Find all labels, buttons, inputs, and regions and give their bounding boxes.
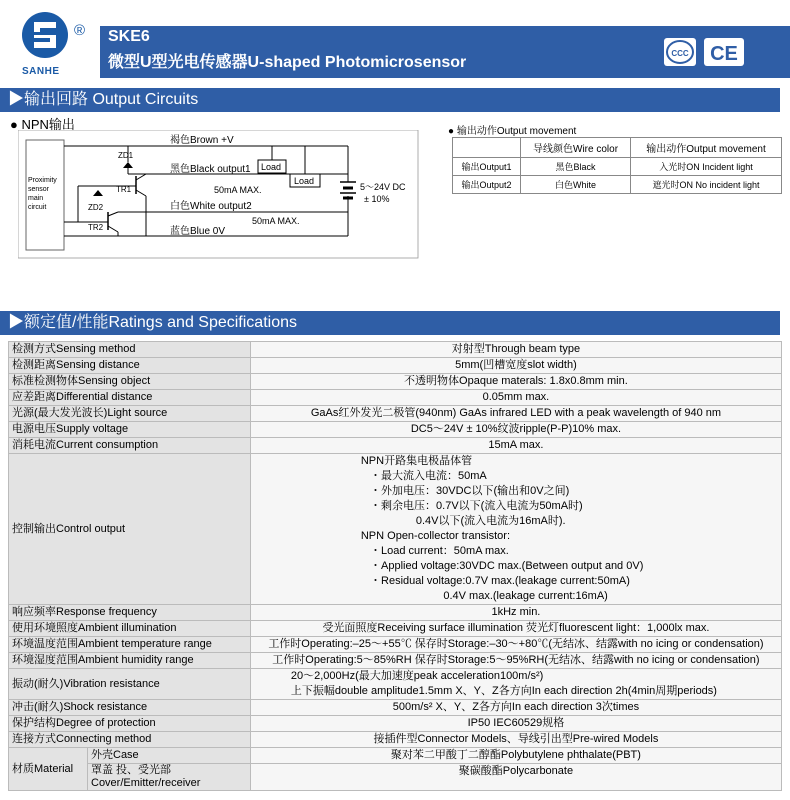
spec-row-control-output [9,454,782,605]
spec-row-supply-voltage [9,422,782,438]
spec-value: 500m/s² X、Y、Z各方向In each direction 3次times [250,700,781,716]
spec-label: 振动(耐久)Vibration resistance [9,669,251,700]
control-line: ・剩余电压：0.7V以下(流入电流为50mA时) [360,500,583,512]
om-cell: 输出Output1 [453,158,521,176]
tr1-label: TR1 [116,185,132,194]
spec-label: 环境温度范围Ambient temperature range [9,637,251,653]
spec-row-sensing-object [9,374,782,390]
spec-label: 光源(最大发光波长)Light source [9,406,251,422]
npn-circuit-diagram [18,130,448,260]
section-output-circuits: ▶输出回路 Output Circuits [0,88,780,112]
om-header-cell [453,138,521,158]
prox-line-3: main [28,195,44,202]
spec-value: 不透明物体Opaque materals: 1.8x0.8mm min. [250,374,781,390]
output-movement-title: ● 输出动作Output movement [448,126,577,137]
vibration-line: 上下振幅double amplitude1.5mm X、Y、Z各方向In each direction 2h(4min周期periods) [290,685,717,697]
control-line: NPN Open-collector transistor: [360,530,511,542]
spec-row-humidity [9,653,782,669]
om-row-2 [453,176,782,194]
blue-label: 蓝色Blue 0V [170,226,226,237]
spec-value: 对射型Through beam type [250,342,781,358]
spec-row-vibration [9,669,782,700]
max-current-1: 50mA MAX. [214,185,262,195]
spec-row-material-case [9,748,782,764]
spec-value: 5mm(凹槽宽度slot width) [250,358,781,374]
spec-value: 工作时Operating:–25～+55℃ 保存时Storage:–30～+80℃(无结冰、结露with no icing or condensation) [250,637,781,653]
output-movement-table [452,137,782,194]
prox-line-4: circuit [28,204,47,211]
brand-name: SANHE [22,66,60,77]
spec-value-control [250,454,781,605]
control-line: NPN开路集电极晶体管 [360,455,473,467]
spec-row-response [9,605,782,621]
om-header-cell: 导线颜色Wire color [521,138,631,158]
spec-row-shock [9,700,782,716]
registered-mark: ® [74,22,86,39]
spec-value: GaAs红外发光二极管(940nm) GaAs infrared LED with a peak wavelength of 940 nm [250,406,781,422]
spec-label: 保护结构Degree of protection [9,716,251,732]
vibration-line: 20～2,000Hz(最大加速度peak acceleration100m/s²) [290,670,544,682]
cover-label-line: 罩盖 投、受光部 [91,764,172,776]
spec-label: 冲击(耐久)Shock resistance [9,700,251,716]
brand-logo [6,4,94,80]
spec-row-illumination [9,621,782,637]
control-line: ・最大流入电流：50mA [360,470,487,482]
control-line: ・外加电压：30VDC以下(输出和0V之间) [360,485,570,497]
spec-row-connecting [9,732,782,748]
model-number: SKE6 [108,28,150,45]
spec-label: 检测方式Sensing method [9,342,251,358]
npn-output-label: ● NPN输出 [10,117,75,132]
ccc-text: CCC [671,49,689,58]
spec-label: 检测距离Sensing distance [9,358,251,374]
spec-label-cover [88,764,251,791]
spec-row-material-cover [9,764,782,791]
spec-value: 0.05mm max. [250,390,781,406]
spec-label: 使用环境照度Ambient illumination [9,621,251,637]
load-1-label: Load [261,162,282,172]
spec-value: 工作时Operating:5～85%RH 保存时Storage:5～95%RH(无结冰、结露with no icing or condensation) [250,653,781,669]
spec-value: 聚对苯二甲酸丁二醇酯Polybutylene phthalate(PBT) [250,748,781,764]
spec-row-sensing-method [9,342,782,358]
om-cell: 白色White [521,176,631,194]
om-row-1 [453,158,782,176]
control-line: ・Applied voltage:30VDC max.(Between output and 0V) [360,560,644,572]
ce-cert-icon [704,38,744,66]
spec-row-light-source [9,406,782,422]
spec-label-material: 材质Material [9,748,88,791]
spec-label-case: 外壳Case [88,748,251,764]
product-name: 微型U型光电传感器U-shaped Photomicrosensor [108,54,467,71]
om-cell: 入光时ON Incident light [630,158,781,176]
spec-row-current [9,438,782,454]
supply-tolerance: ± 10% [364,194,390,204]
om-header-cell: 输出动作Output movement [630,138,781,158]
spec-row-protection [9,716,782,732]
spec-value-vibration [250,669,781,700]
load-2-label: Load [294,176,315,186]
spec-label: 环境湿度范围Ambient humidity range [9,653,251,669]
spec-label: 响应频率Response frequency [9,605,251,621]
max-current-2: 50mA MAX. [252,216,300,226]
black-label: 黑色Black output1 [170,164,251,175]
brown-label: 褐色Brown +V [170,135,234,146]
spec-value: 1kHz min. [250,605,781,621]
control-line: 0.4V max.(leakage current:16mA) [360,590,608,602]
tr2-label: TR2 [88,223,104,232]
spec-row-sensing-distance [9,358,782,374]
om-cell: 输出Output2 [453,176,521,194]
spec-value: 接插件型Connector Models、导线引出型Pre-wired Models [250,732,781,748]
zd2-label: ZD2 [88,203,104,212]
prox-line-2: sensor [28,186,50,193]
zener-diode-1-icon [123,162,133,168]
white-label: 白色White output2 [170,201,252,212]
sanhe-logo-icon [20,10,70,60]
prox-line-1: Proximity [28,177,57,184]
spec-table [8,341,782,791]
spec-row-diff-distance [9,390,782,406]
cover-label-line: Cover/Emitter/receiver [91,777,201,789]
spec-value: IP50 IEC60529规格 [250,716,781,732]
zener-diode-2-icon [93,190,103,196]
om-cell: 遮光时ON No incident light [630,176,781,194]
control-line: ・Load current：50mA max. [360,545,509,557]
om-header-row [453,138,782,158]
spec-label: 电源电压Supply voltage [9,422,251,438]
spec-row-temperature [9,637,782,653]
zd1-label: ZD1 [118,151,134,160]
spec-value: 聚碳酸酯Polycarbonate [250,764,781,791]
supply-voltage: 5～24V DC [360,182,406,192]
section-ratings: ▶额定值/性能Ratings and Specifications [0,311,780,335]
spec-value: 15mA max. [250,438,781,454]
spec-label: 消耗电流Current consumption [9,438,251,454]
spec-value: DC5～24V ± 10%纹波ripple(P-P)10% max. [250,422,781,438]
om-cell: 黑色Black [521,158,631,176]
spec-label: 连接方式Connecting method [9,732,251,748]
spec-label: 标准检测物体Sensing object [9,374,251,390]
control-line: ・Residual voltage:0.7V max.(leakage current:50mA) [360,575,630,587]
control-line: 0.4V以下(流入电流为16mA时). [360,515,566,527]
spec-label: 应差距离Differential distance [9,390,251,406]
spec-value: 受光面照度Receiving surface illumination 荧光灯fluorescent light：1,000lx max. [250,621,781,637]
ce-text: CE [710,43,738,65]
spec-label: 控制输出Control output [9,454,251,605]
ccc-cert-icon [664,38,696,66]
